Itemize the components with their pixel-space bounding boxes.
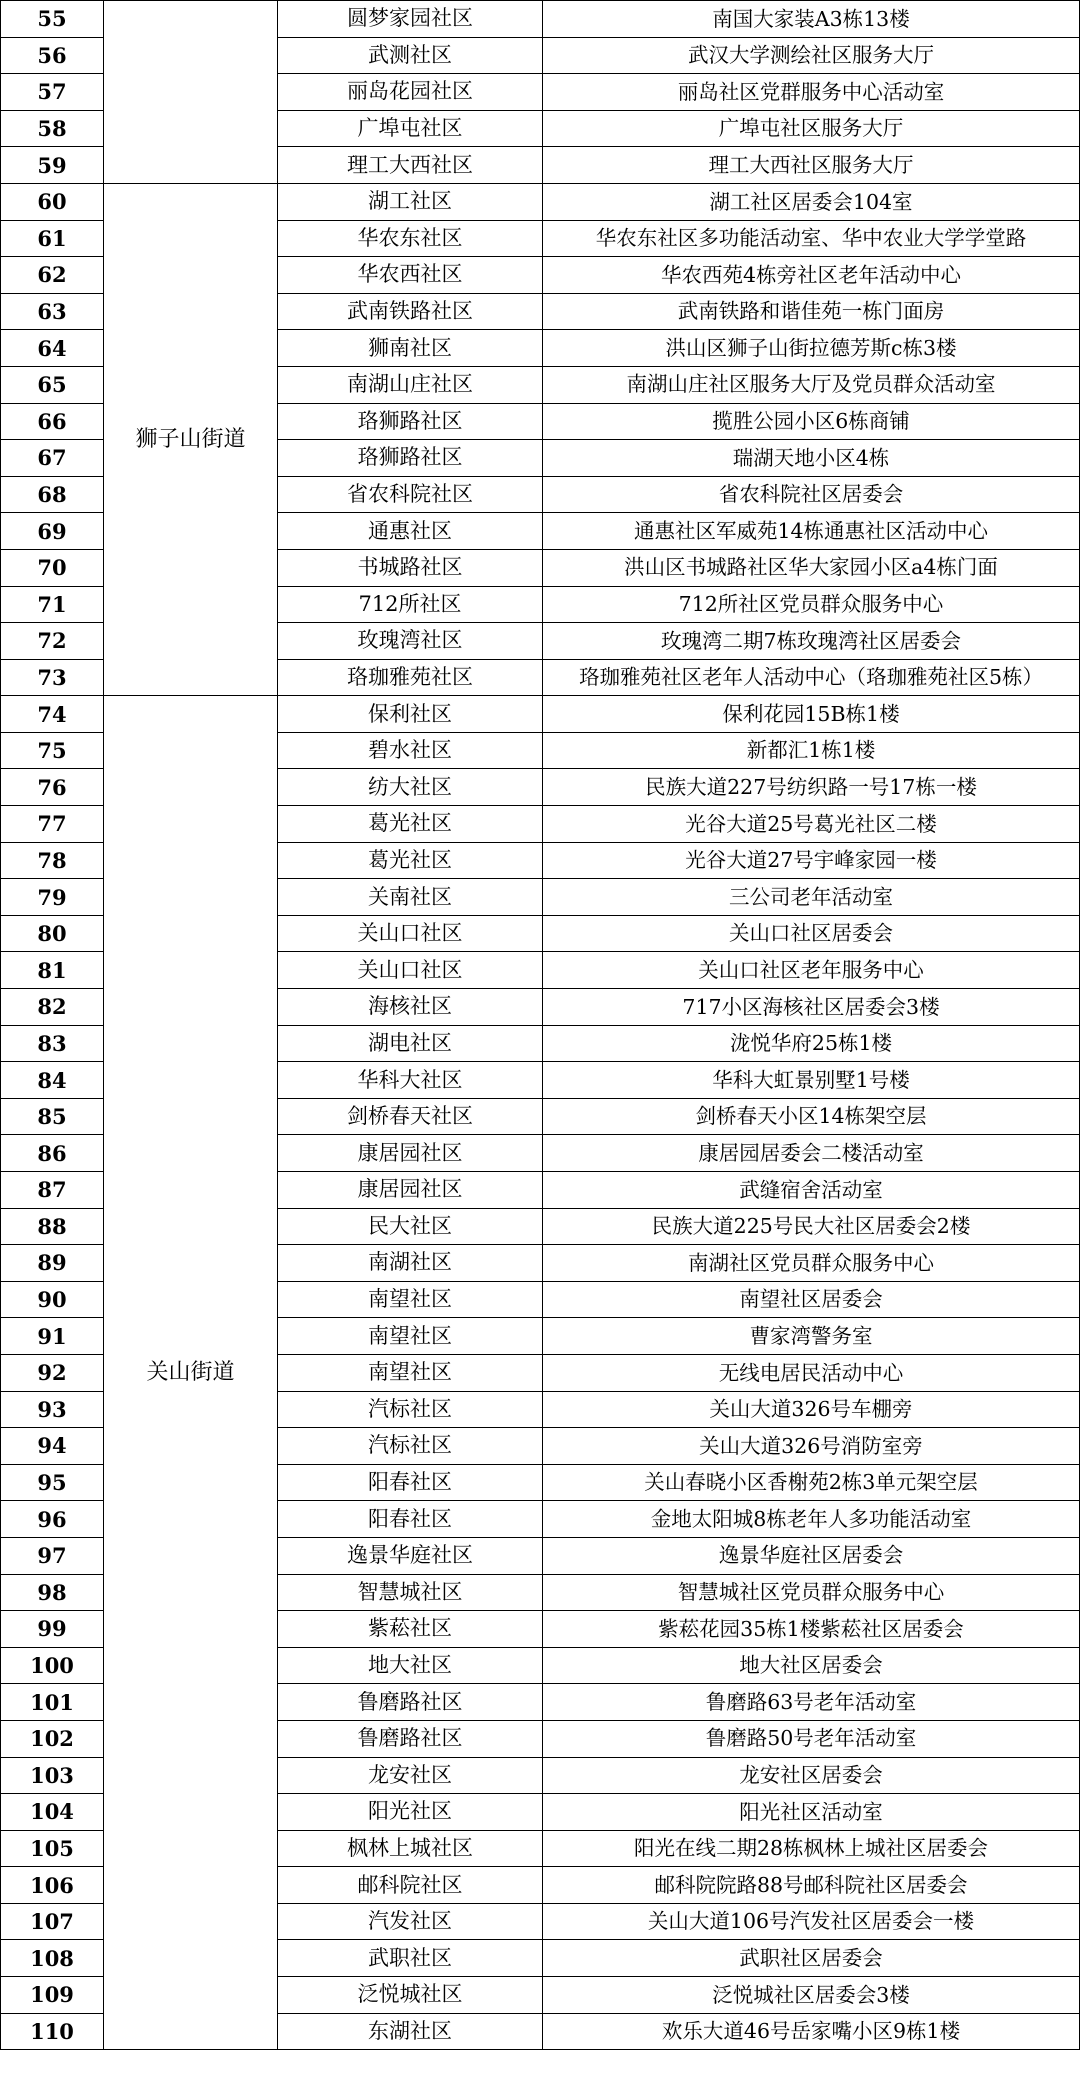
site-location: 光谷大道25号葛光社区二楼 xyxy=(543,806,1080,843)
site-location: 武汉大学测绘社区服务大厅 xyxy=(543,37,1080,74)
site-location: 南湖社区党员群众服务中心 xyxy=(543,1245,1080,1282)
site-location: 丽岛社区党群服务中心活动室 xyxy=(543,74,1080,111)
row-number: 86 xyxy=(1,1135,104,1172)
site-location: 武职社区居委会 xyxy=(543,1940,1080,1977)
community-name: 邮科院社区 xyxy=(278,1867,543,1904)
community-name: 阳春社区 xyxy=(278,1501,543,1538)
site-location: 珞珈雅苑社区老年人活动中心（珞珈雅苑社区5栋） xyxy=(543,659,1080,696)
row-number: 78 xyxy=(1,842,104,879)
row-number: 80 xyxy=(1,915,104,952)
community-name: 南望社区 xyxy=(278,1318,543,1355)
community-name: 逸景华庭社区 xyxy=(278,1537,543,1574)
row-number: 67 xyxy=(1,440,104,477)
site-location: 712所社区党员群众服务中心 xyxy=(543,586,1080,623)
row-number: 106 xyxy=(1,1867,104,1904)
site-location: 南国大家装A3栋13楼 xyxy=(543,1,1080,38)
site-location: 南望社区居委会 xyxy=(543,1281,1080,1318)
community-name: 珞狮路社区 xyxy=(278,440,543,477)
community-name: 碧水社区 xyxy=(278,732,543,769)
community-name: 省农科院社区 xyxy=(278,476,543,513)
community-name: 书城路社区 xyxy=(278,549,543,586)
site-location: 民族大道225号民大社区居委会2楼 xyxy=(543,1208,1080,1245)
community-name: 南望社区 xyxy=(278,1281,543,1318)
community-name: 阳光社区 xyxy=(278,1794,543,1831)
row-number: 83 xyxy=(1,1025,104,1062)
street-name: 关山街道 xyxy=(104,696,278,2050)
site-location: 关山口社区居委会 xyxy=(543,915,1080,952)
row-number: 82 xyxy=(1,989,104,1026)
street-name xyxy=(104,1,278,184)
site-location: 龙安社区居委会 xyxy=(543,1757,1080,1794)
row-number: 105 xyxy=(1,1830,104,1867)
row-number: 60 xyxy=(1,183,104,220)
community-name: 智慧城社区 xyxy=(278,1574,543,1611)
site-location: 关山春晓小区香榭苑2栋3单元架空层 xyxy=(543,1464,1080,1501)
row-number: 84 xyxy=(1,1062,104,1099)
site-location: 武缝宿舍活动室 xyxy=(543,1172,1080,1209)
community-name: 关山口社区 xyxy=(278,952,543,989)
community-name: 武职社区 xyxy=(278,1940,543,1977)
community-name: 泛悦城社区 xyxy=(278,1977,543,2014)
site-location: 鲁磨路63号老年活动室 xyxy=(543,1684,1080,1721)
site-location: 泛悦城社区居委会3楼 xyxy=(543,1977,1080,2014)
row-number: 66 xyxy=(1,403,104,440)
row-number: 62 xyxy=(1,257,104,294)
community-name: 汽标社区 xyxy=(278,1428,543,1465)
community-name: 剑桥春天社区 xyxy=(278,1098,543,1135)
site-location: 地大社区居委会 xyxy=(543,1647,1080,1684)
community-name: 鲁磨路社区 xyxy=(278,1684,543,1721)
row-number: 89 xyxy=(1,1245,104,1282)
row-number: 69 xyxy=(1,513,104,550)
row-number: 103 xyxy=(1,1757,104,1794)
community-name: 南望社区 xyxy=(278,1354,543,1391)
table-row xyxy=(1,183,1080,220)
row-number: 91 xyxy=(1,1318,104,1355)
row-number: 72 xyxy=(1,623,104,660)
row-number: 90 xyxy=(1,1281,104,1318)
community-name: 葛光社区 xyxy=(278,842,543,879)
site-location: 邮科院院路88号邮科院社区居委会 xyxy=(543,1867,1080,1904)
row-number: 70 xyxy=(1,549,104,586)
site-location: 阳光社区活动室 xyxy=(543,1794,1080,1831)
site-location: 理工大西社区服务大厅 xyxy=(543,147,1080,184)
row-number: 74 xyxy=(1,696,104,733)
site-location: 金地太阳城8栋老年人多功能活动室 xyxy=(543,1501,1080,1538)
site-location: 紫菘花园35栋1楼紫菘社区居委会 xyxy=(543,1611,1080,1648)
table-row xyxy=(1,1,1080,38)
site-location: 湖工社区居委会104室 xyxy=(543,183,1080,220)
site-location: 关山大道326号消防室旁 xyxy=(543,1428,1080,1465)
row-number: 100 xyxy=(1,1647,104,1684)
community-name: 珞狮路社区 xyxy=(278,403,543,440)
site-location: 关山大道106号汽发社区居委会一楼 xyxy=(543,1903,1080,1940)
row-number: 87 xyxy=(1,1172,104,1209)
community-name: 广埠屯社区 xyxy=(278,110,543,147)
row-number: 102 xyxy=(1,1720,104,1757)
row-number: 65 xyxy=(1,366,104,403)
community-name: 民大社区 xyxy=(278,1208,543,1245)
row-number: 109 xyxy=(1,1977,104,2014)
community-name: 华农东社区 xyxy=(278,220,543,257)
row-number: 98 xyxy=(1,1574,104,1611)
site-location: 康居园居委会二楼活动室 xyxy=(543,1135,1080,1172)
community-name: 丽岛花园社区 xyxy=(278,74,543,111)
street-name: 狮子山街道 xyxy=(104,183,278,695)
community-name: 东湖社区 xyxy=(278,2013,543,2050)
community-name: 圆梦家园社区 xyxy=(278,1,543,38)
community-name: 龙安社区 xyxy=(278,1757,543,1794)
row-number: 79 xyxy=(1,879,104,916)
site-location: 关山大道326号车棚旁 xyxy=(543,1391,1080,1428)
community-name: 关山口社区 xyxy=(278,915,543,952)
community-name: 南湖山庄社区 xyxy=(278,366,543,403)
row-number: 73 xyxy=(1,659,104,696)
site-location: 省农科院社区居委会 xyxy=(543,476,1080,513)
community-name: 保利社区 xyxy=(278,696,543,733)
community-name: 纺大社区 xyxy=(278,769,543,806)
community-name: 珞珈雅苑社区 xyxy=(278,659,543,696)
site-location: 洪山区狮子山街拉德芳斯c栋3楼 xyxy=(543,330,1080,367)
community-name: 华农西社区 xyxy=(278,257,543,294)
site-location: 玫瑰湾二期7栋玫瑰湾社区居委会 xyxy=(543,623,1080,660)
row-number: 81 xyxy=(1,952,104,989)
row-number: 57 xyxy=(1,74,104,111)
community-name: 武测社区 xyxy=(278,37,543,74)
community-name: 武南铁路社区 xyxy=(278,293,543,330)
row-number: 61 xyxy=(1,220,104,257)
site-location: 剑桥春天小区14栋架空层 xyxy=(543,1098,1080,1135)
community-name: 紫菘社区 xyxy=(278,1611,543,1648)
row-number: 108 xyxy=(1,1940,104,1977)
community-name: 狮南社区 xyxy=(278,330,543,367)
row-number: 93 xyxy=(1,1391,104,1428)
site-location: 新都汇1栋1楼 xyxy=(543,732,1080,769)
community-name: 海核社区 xyxy=(278,989,543,1026)
row-number: 71 xyxy=(1,586,104,623)
row-number: 94 xyxy=(1,1428,104,1465)
row-number: 77 xyxy=(1,806,104,843)
site-location: 关山口社区老年服务中心 xyxy=(543,952,1080,989)
site-location: 逸景华庭社区居委会 xyxy=(543,1537,1080,1574)
row-number: 92 xyxy=(1,1354,104,1391)
row-number: 76 xyxy=(1,769,104,806)
community-name: 通惠社区 xyxy=(278,513,543,550)
row-number: 58 xyxy=(1,110,104,147)
table-body xyxy=(1,1,1080,2050)
site-location: 无线电居民活动中心 xyxy=(543,1354,1080,1391)
site-location: 民族大道227号纺织路一号17栋一楼 xyxy=(543,769,1080,806)
community-name: 葛光社区 xyxy=(278,806,543,843)
community-name: 712所社区 xyxy=(278,586,543,623)
community-name: 汽标社区 xyxy=(278,1391,543,1428)
row-number: 55 xyxy=(1,1,104,38)
site-location: 泷悦华府25栋1楼 xyxy=(543,1025,1080,1062)
site-location: 智慧城社区党员群众服务中心 xyxy=(543,1574,1080,1611)
site-location: 曹家湾警务室 xyxy=(543,1318,1080,1355)
site-location: 武南铁路和谐佳苑一栋门面房 xyxy=(543,293,1080,330)
community-name: 湖电社区 xyxy=(278,1025,543,1062)
table-row xyxy=(1,696,1080,733)
community-name: 南湖社区 xyxy=(278,1245,543,1282)
community-name: 康居园社区 xyxy=(278,1135,543,1172)
site-location: 光谷大道27号宇峰家园一楼 xyxy=(543,842,1080,879)
row-number: 56 xyxy=(1,37,104,74)
community-name: 华科大社区 xyxy=(278,1062,543,1099)
community-name: 鲁磨路社区 xyxy=(278,1720,543,1757)
row-number: 64 xyxy=(1,330,104,367)
row-number: 97 xyxy=(1,1537,104,1574)
row-number: 63 xyxy=(1,293,104,330)
community-name: 湖工社区 xyxy=(278,183,543,220)
row-number: 85 xyxy=(1,1098,104,1135)
community-name: 康居园社区 xyxy=(278,1172,543,1209)
site-location: 鲁磨路50号老年活动室 xyxy=(543,1720,1080,1757)
site-location: 洪山区书城路社区华大家园小区a4栋门面 xyxy=(543,549,1080,586)
site-location: 三公司老年活动室 xyxy=(543,879,1080,916)
community-name: 理工大西社区 xyxy=(278,147,543,184)
site-location: 瑞湖天地小区4栋 xyxy=(543,440,1080,477)
site-location: 华科大虹景别墅1号楼 xyxy=(543,1062,1080,1099)
community-name: 玫瑰湾社区 xyxy=(278,623,543,660)
site-location: 阳光在线二期28栋枫林上城社区居委会 xyxy=(543,1830,1080,1867)
community-name: 阳春社区 xyxy=(278,1464,543,1501)
community-name: 枫林上城社区 xyxy=(278,1830,543,1867)
site-location: 广埠屯社区服务大厅 xyxy=(543,110,1080,147)
row-number: 101 xyxy=(1,1684,104,1721)
site-location: 717小区海核社区居委会3楼 xyxy=(543,989,1080,1026)
site-location: 南湖山庄社区服务大厅及党员群众活动室 xyxy=(543,366,1080,403)
site-location: 揽胜公园小区6栋商铺 xyxy=(543,403,1080,440)
site-location: 保利花园15B栋1楼 xyxy=(543,696,1080,733)
row-number: 88 xyxy=(1,1208,104,1245)
row-number: 110 xyxy=(1,2013,104,2050)
row-number: 99 xyxy=(1,1611,104,1648)
site-location: 通惠社区军威苑14栋通惠社区活动中心 xyxy=(543,513,1080,550)
row-number: 104 xyxy=(1,1794,104,1831)
row-number: 107 xyxy=(1,1903,104,1940)
site-location: 华农东社区多功能活动室、华中农业大学学堂路 xyxy=(543,220,1080,257)
row-number: 75 xyxy=(1,732,104,769)
row-number: 59 xyxy=(1,147,104,184)
community-name: 关南社区 xyxy=(278,879,543,916)
community-name: 地大社区 xyxy=(278,1647,543,1684)
community-name: 汽发社区 xyxy=(278,1903,543,1940)
row-number: 96 xyxy=(1,1501,104,1538)
site-location: 欢乐大道46号岳家嘴小区9栋1楼 xyxy=(543,2013,1080,2050)
site-location: 华农西苑4栋旁社区老年活动中心 xyxy=(543,257,1080,294)
row-number: 95 xyxy=(1,1464,104,1501)
row-number: 68 xyxy=(1,476,104,513)
